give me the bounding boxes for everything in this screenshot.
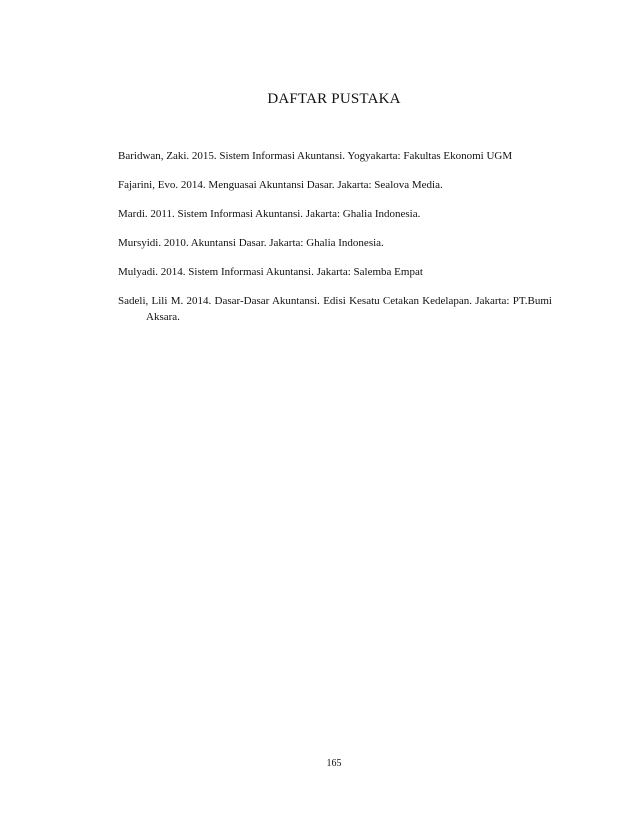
page-title: DAFTAR PUSTAKA xyxy=(267,91,401,107)
reference-item: Fajarini, Evo. 2014. Menguasai Akuntansi Dasar. Jakarta: Sealova Media. xyxy=(118,179,443,191)
reference-item: Mursyidi. 2010. Akuntansi Dasar. Jakarta: Ghalia Indonesia. xyxy=(118,237,384,249)
reference-item: Baridwan, Zaki. 2015. Sistem Informasi Akuntansi. Yogyakarta: Fakultas Ekonomi UGM xyxy=(118,150,513,162)
reference-item: Mardi. 2011. Sistem Informasi Akuntansi. Jakarta: Ghalia Indonesia. xyxy=(118,208,421,220)
page-number: 165 xyxy=(326,758,342,769)
reference-item: Mulyadi. 2014. Sistem Informasi Akuntansi. Jakarta: Salemba Empat xyxy=(118,266,423,278)
reference-list xyxy=(118,148,552,338)
reference-item: Sadeli, Lili M. 2014. Dasar-Dasar Akuntansi. Edisi Kesatu Cetakan Kedelapan. Jakarta: PT.Bumi Aksara. xyxy=(118,295,552,323)
